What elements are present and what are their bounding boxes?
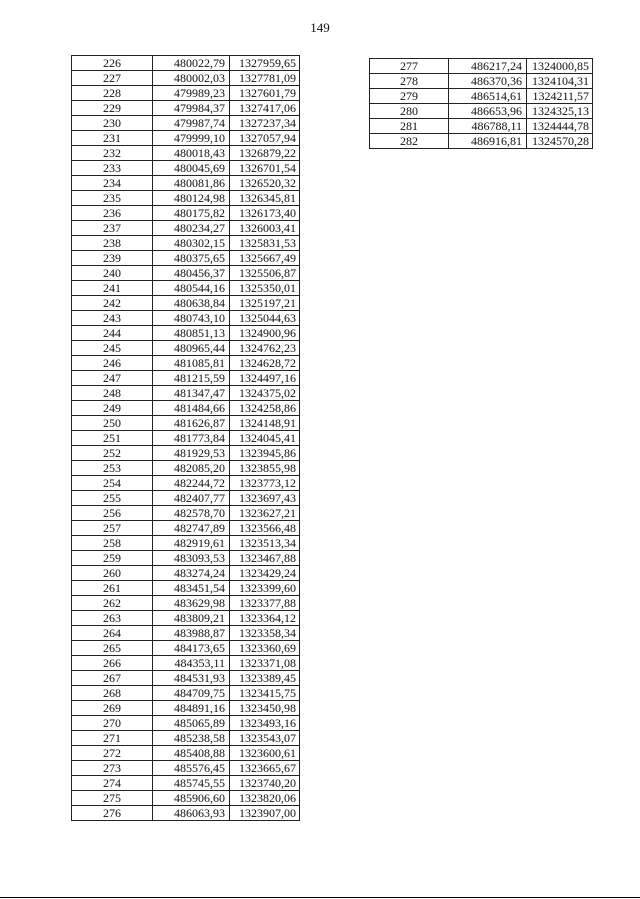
point-number-cell: 278 (370, 74, 449, 89)
y-coordinate-cell: 1323773,12 (230, 476, 300, 491)
y-coordinate-cell: 1324258,86 (230, 401, 300, 416)
x-coordinate-cell: 480175,82 (153, 206, 230, 221)
y-coordinate-cell: 1323371,08 (230, 656, 300, 671)
table-row (72, 371, 300, 386)
y-coordinate-cell: 1324211,57 (527, 89, 593, 104)
point-number-cell: 234 (72, 176, 153, 191)
y-coordinate-cell: 1323360,69 (230, 641, 300, 656)
table-row (72, 461, 300, 476)
y-coordinate-cell: 1325350,01 (230, 281, 300, 296)
y-coordinate-cell: 1323513,34 (230, 536, 300, 551)
point-number-cell: 262 (72, 596, 153, 611)
table-row (72, 536, 300, 551)
point-number-cell: 260 (72, 566, 153, 581)
point-number-cell: 256 (72, 506, 153, 521)
y-coordinate-cell: 1323358,34 (230, 626, 300, 641)
point-number-cell: 239 (72, 251, 153, 266)
point-number-cell: 277 (370, 59, 449, 74)
y-coordinate-cell: 1323907,00 (230, 806, 300, 821)
y-coordinate-cell: 1324497,16 (230, 371, 300, 386)
point-number-cell: 252 (72, 446, 153, 461)
table-row (72, 341, 300, 356)
point-number-cell: 268 (72, 686, 153, 701)
y-coordinate-cell: 1324104,31 (527, 74, 593, 89)
table-row (72, 71, 300, 86)
table-row (72, 191, 300, 206)
table-row (72, 611, 300, 626)
page-number: 149 (310, 20, 330, 35)
y-coordinate-cell: 1327959,65 (230, 56, 300, 71)
table-row (370, 104, 593, 119)
x-coordinate-cell: 484353,11 (153, 656, 230, 671)
y-coordinate-cell: 1326520,32 (230, 176, 300, 191)
point-number-cell: 230 (72, 116, 153, 131)
x-coordinate-cell: 486653,96 (449, 104, 527, 119)
y-coordinate-cell: 1323855,98 (230, 461, 300, 476)
point-number-cell: 269 (72, 701, 153, 716)
y-coordinate-cell: 1323377,88 (230, 596, 300, 611)
x-coordinate-cell: 480124,98 (153, 191, 230, 206)
table-row (72, 731, 300, 746)
y-coordinate-cell: 1323493,16 (230, 716, 300, 731)
y-coordinate-cell: 1324375,02 (230, 386, 300, 401)
table-row (72, 401, 300, 416)
x-coordinate-cell: 481929,53 (153, 446, 230, 461)
point-number-cell: 259 (72, 551, 153, 566)
y-coordinate-cell: 1323566,48 (230, 521, 300, 536)
y-coordinate-cell: 1323389,45 (230, 671, 300, 686)
x-coordinate-cell: 480851,13 (153, 326, 230, 341)
point-number-cell: 266 (72, 656, 153, 671)
table-row (72, 221, 300, 236)
table-row (72, 206, 300, 221)
x-coordinate-cell: 480965,44 (153, 341, 230, 356)
table-row (72, 776, 300, 791)
bottom-rule (0, 897, 640, 898)
table-row (370, 89, 593, 104)
x-coordinate-cell: 480375,65 (153, 251, 230, 266)
y-coordinate-cell: 1324000,85 (527, 59, 593, 74)
table-row (72, 596, 300, 611)
table-row (72, 626, 300, 641)
table-row (72, 266, 300, 281)
x-coordinate-cell: 482747,89 (153, 521, 230, 536)
table-row (72, 101, 300, 116)
y-coordinate-cell: 1327057,94 (230, 131, 300, 146)
x-coordinate-cell: 486217,24 (449, 59, 527, 74)
x-coordinate-cell: 480022,79 (153, 56, 230, 71)
point-number-cell: 280 (370, 104, 449, 119)
point-number-cell: 254 (72, 476, 153, 491)
point-number-cell: 243 (72, 311, 153, 326)
table-row (72, 431, 300, 446)
point-number-cell: 279 (370, 89, 449, 104)
x-coordinate-cell: 481484,66 (153, 401, 230, 416)
x-coordinate-cell: 481626,87 (153, 416, 230, 431)
x-coordinate-cell: 483451,54 (153, 581, 230, 596)
x-coordinate-cell: 482407,77 (153, 491, 230, 506)
x-coordinate-cell: 486916,81 (449, 134, 527, 149)
table-row (370, 74, 593, 89)
x-coordinate-cell: 482085,20 (153, 461, 230, 476)
table-row (72, 86, 300, 101)
y-coordinate-cell: 1326879,22 (230, 146, 300, 161)
y-coordinate-cell: 1326701,54 (230, 161, 300, 176)
point-number-cell: 270 (72, 716, 153, 731)
x-coordinate-cell: 480081,86 (153, 176, 230, 191)
point-number-cell: 228 (72, 86, 153, 101)
y-coordinate-cell: 1324570,28 (527, 134, 593, 149)
y-coordinate-cell: 1327417,06 (230, 101, 300, 116)
x-coordinate-cell: 485745,55 (153, 776, 230, 791)
table-row (72, 671, 300, 686)
x-coordinate-cell: 481347,47 (153, 386, 230, 401)
x-coordinate-cell: 486370,36 (449, 74, 527, 89)
y-coordinate-cell: 1323600,61 (230, 746, 300, 761)
x-coordinate-cell: 482578,70 (153, 506, 230, 521)
x-coordinate-cell: 481215,59 (153, 371, 230, 386)
point-number-cell: 226 (72, 56, 153, 71)
y-coordinate-cell: 1323697,43 (230, 491, 300, 506)
x-coordinate-cell: 485576,45 (153, 761, 230, 776)
point-number-cell: 264 (72, 626, 153, 641)
table-row (72, 551, 300, 566)
point-number-cell: 244 (72, 326, 153, 341)
x-coordinate-cell: 480234,27 (153, 221, 230, 236)
table-row (72, 521, 300, 536)
x-coordinate-cell: 485906,60 (153, 791, 230, 806)
x-coordinate-cell: 483093,53 (153, 551, 230, 566)
x-coordinate-cell: 480743,10 (153, 311, 230, 326)
point-number-cell: 231 (72, 131, 153, 146)
y-coordinate-cell: 1325831,53 (230, 236, 300, 251)
coordinates-table-right (369, 58, 593, 149)
y-coordinate-cell: 1323364,12 (230, 611, 300, 626)
point-number-cell: 273 (72, 761, 153, 776)
table-row (72, 581, 300, 596)
y-coordinate-cell: 1323820,06 (230, 791, 300, 806)
x-coordinate-cell: 485065,89 (153, 716, 230, 731)
y-coordinate-cell: 1323543,07 (230, 731, 300, 746)
table-row (72, 791, 300, 806)
x-coordinate-cell: 484531,93 (153, 671, 230, 686)
x-coordinate-cell: 486514,61 (449, 89, 527, 104)
point-number-cell: 246 (72, 356, 153, 371)
x-coordinate-cell: 484173,65 (153, 641, 230, 656)
x-coordinate-cell: 484709,75 (153, 686, 230, 701)
table-row (72, 281, 300, 296)
x-coordinate-cell: 482919,61 (153, 536, 230, 551)
x-coordinate-cell: 483629,98 (153, 596, 230, 611)
x-coordinate-cell: 485238,58 (153, 731, 230, 746)
point-number-cell: 229 (72, 101, 153, 116)
table-row (72, 476, 300, 491)
point-number-cell: 232 (72, 146, 153, 161)
table-row (72, 506, 300, 521)
y-coordinate-cell: 1326345,81 (230, 191, 300, 206)
x-coordinate-cell: 480045,69 (153, 161, 230, 176)
point-number-cell: 242 (72, 296, 153, 311)
point-number-cell: 237 (72, 221, 153, 236)
table-row (72, 161, 300, 176)
x-coordinate-cell: 479989,23 (153, 86, 230, 101)
table-row (72, 716, 300, 731)
y-coordinate-cell: 1327781,09 (230, 71, 300, 86)
y-coordinate-cell: 1324045,41 (230, 431, 300, 446)
point-number-cell: 238 (72, 236, 153, 251)
point-number-cell: 272 (72, 746, 153, 761)
y-coordinate-cell: 1326003,41 (230, 221, 300, 236)
point-number-cell: 247 (72, 371, 153, 386)
point-number-cell: 255 (72, 491, 153, 506)
y-coordinate-cell: 1325044,63 (230, 311, 300, 326)
x-coordinate-cell: 480018,43 (153, 146, 230, 161)
point-number-cell: 271 (72, 731, 153, 746)
table-row (72, 131, 300, 146)
y-coordinate-cell: 1323665,67 (230, 761, 300, 776)
y-coordinate-cell: 1324762,23 (230, 341, 300, 356)
table-row (72, 146, 300, 161)
x-coordinate-cell: 480302,15 (153, 236, 230, 251)
point-number-cell: 261 (72, 581, 153, 596)
x-coordinate-cell: 480638,84 (153, 296, 230, 311)
table-row (72, 56, 300, 71)
point-number-cell: 274 (72, 776, 153, 791)
y-coordinate-cell: 1327237,34 (230, 116, 300, 131)
y-coordinate-cell: 1324444,78 (527, 119, 593, 134)
table-row (72, 251, 300, 266)
point-number-cell: 236 (72, 206, 153, 221)
y-coordinate-cell: 1324325,13 (527, 104, 593, 119)
table-row (72, 326, 300, 341)
x-coordinate-cell: 481773,84 (153, 431, 230, 446)
coordinates-table-left (71, 55, 300, 821)
table-row (72, 491, 300, 506)
point-number-cell: 235 (72, 191, 153, 206)
point-number-cell: 233 (72, 161, 153, 176)
table-row (72, 386, 300, 401)
point-number-cell: 275 (72, 791, 153, 806)
y-coordinate-cell: 1324628,72 (230, 356, 300, 371)
x-coordinate-cell: 483809,21 (153, 611, 230, 626)
table-row (72, 806, 300, 821)
table-row (72, 701, 300, 716)
table-row (370, 134, 593, 149)
point-number-cell: 248 (72, 386, 153, 401)
point-number-cell: 263 (72, 611, 153, 626)
table-row (370, 59, 593, 74)
y-coordinate-cell: 1326173,40 (230, 206, 300, 221)
x-coordinate-cell: 486063,93 (153, 806, 230, 821)
x-coordinate-cell: 486788,11 (449, 119, 527, 134)
y-coordinate-cell: 1323429,24 (230, 566, 300, 581)
point-number-cell: 241 (72, 281, 153, 296)
y-coordinate-cell: 1324900,96 (230, 326, 300, 341)
y-coordinate-cell: 1323740,20 (230, 776, 300, 791)
table-row (72, 416, 300, 431)
table-row (72, 566, 300, 581)
x-coordinate-cell: 485408,88 (153, 746, 230, 761)
x-coordinate-cell: 482244,72 (153, 476, 230, 491)
table-row (72, 356, 300, 371)
table-row (72, 176, 300, 191)
x-coordinate-cell: 481085,81 (153, 356, 230, 371)
y-coordinate-cell: 1323450,98 (230, 701, 300, 716)
point-number-cell: 265 (72, 641, 153, 656)
point-number-cell: 253 (72, 461, 153, 476)
point-number-cell: 282 (370, 134, 449, 149)
point-number-cell: 240 (72, 266, 153, 281)
point-number-cell: 257 (72, 521, 153, 536)
table-row (72, 641, 300, 656)
point-number-cell: 251 (72, 431, 153, 446)
y-coordinate-cell: 1324148,91 (230, 416, 300, 431)
table-row (72, 296, 300, 311)
table-row (72, 116, 300, 131)
y-coordinate-cell: 1327601,79 (230, 86, 300, 101)
point-number-cell: 281 (370, 119, 449, 134)
x-coordinate-cell: 483988,87 (153, 626, 230, 641)
table-row (72, 686, 300, 701)
x-coordinate-cell: 484891,16 (153, 701, 230, 716)
table-row (72, 446, 300, 461)
table-row (72, 236, 300, 251)
y-coordinate-cell: 1325506,87 (230, 266, 300, 281)
y-coordinate-cell: 1323399,60 (230, 581, 300, 596)
y-coordinate-cell: 1323415,75 (230, 686, 300, 701)
point-number-cell: 227 (72, 71, 153, 86)
x-coordinate-cell: 480002,03 (153, 71, 230, 86)
x-coordinate-cell: 479984,37 (153, 101, 230, 116)
y-coordinate-cell: 1325667,49 (230, 251, 300, 266)
point-number-cell: 250 (72, 416, 153, 431)
x-coordinate-cell: 479987,74 (153, 116, 230, 131)
point-number-cell: 249 (72, 401, 153, 416)
table-row (72, 311, 300, 326)
point-number-cell: 245 (72, 341, 153, 356)
table-row (72, 656, 300, 671)
y-coordinate-cell: 1323945,86 (230, 446, 300, 461)
y-coordinate-cell: 1323467,88 (230, 551, 300, 566)
table-row (72, 746, 300, 761)
table-row (72, 761, 300, 776)
y-coordinate-cell: 1325197,21 (230, 296, 300, 311)
point-number-cell: 258 (72, 536, 153, 551)
point-number-cell: 276 (72, 806, 153, 821)
point-number-cell: 267 (72, 671, 153, 686)
x-coordinate-cell: 479999,10 (153, 131, 230, 146)
x-coordinate-cell: 480544,16 (153, 281, 230, 296)
table-row (370, 119, 593, 134)
x-coordinate-cell: 483274,24 (153, 566, 230, 581)
x-coordinate-cell: 480456,37 (153, 266, 230, 281)
y-coordinate-cell: 1323627,21 (230, 506, 300, 521)
